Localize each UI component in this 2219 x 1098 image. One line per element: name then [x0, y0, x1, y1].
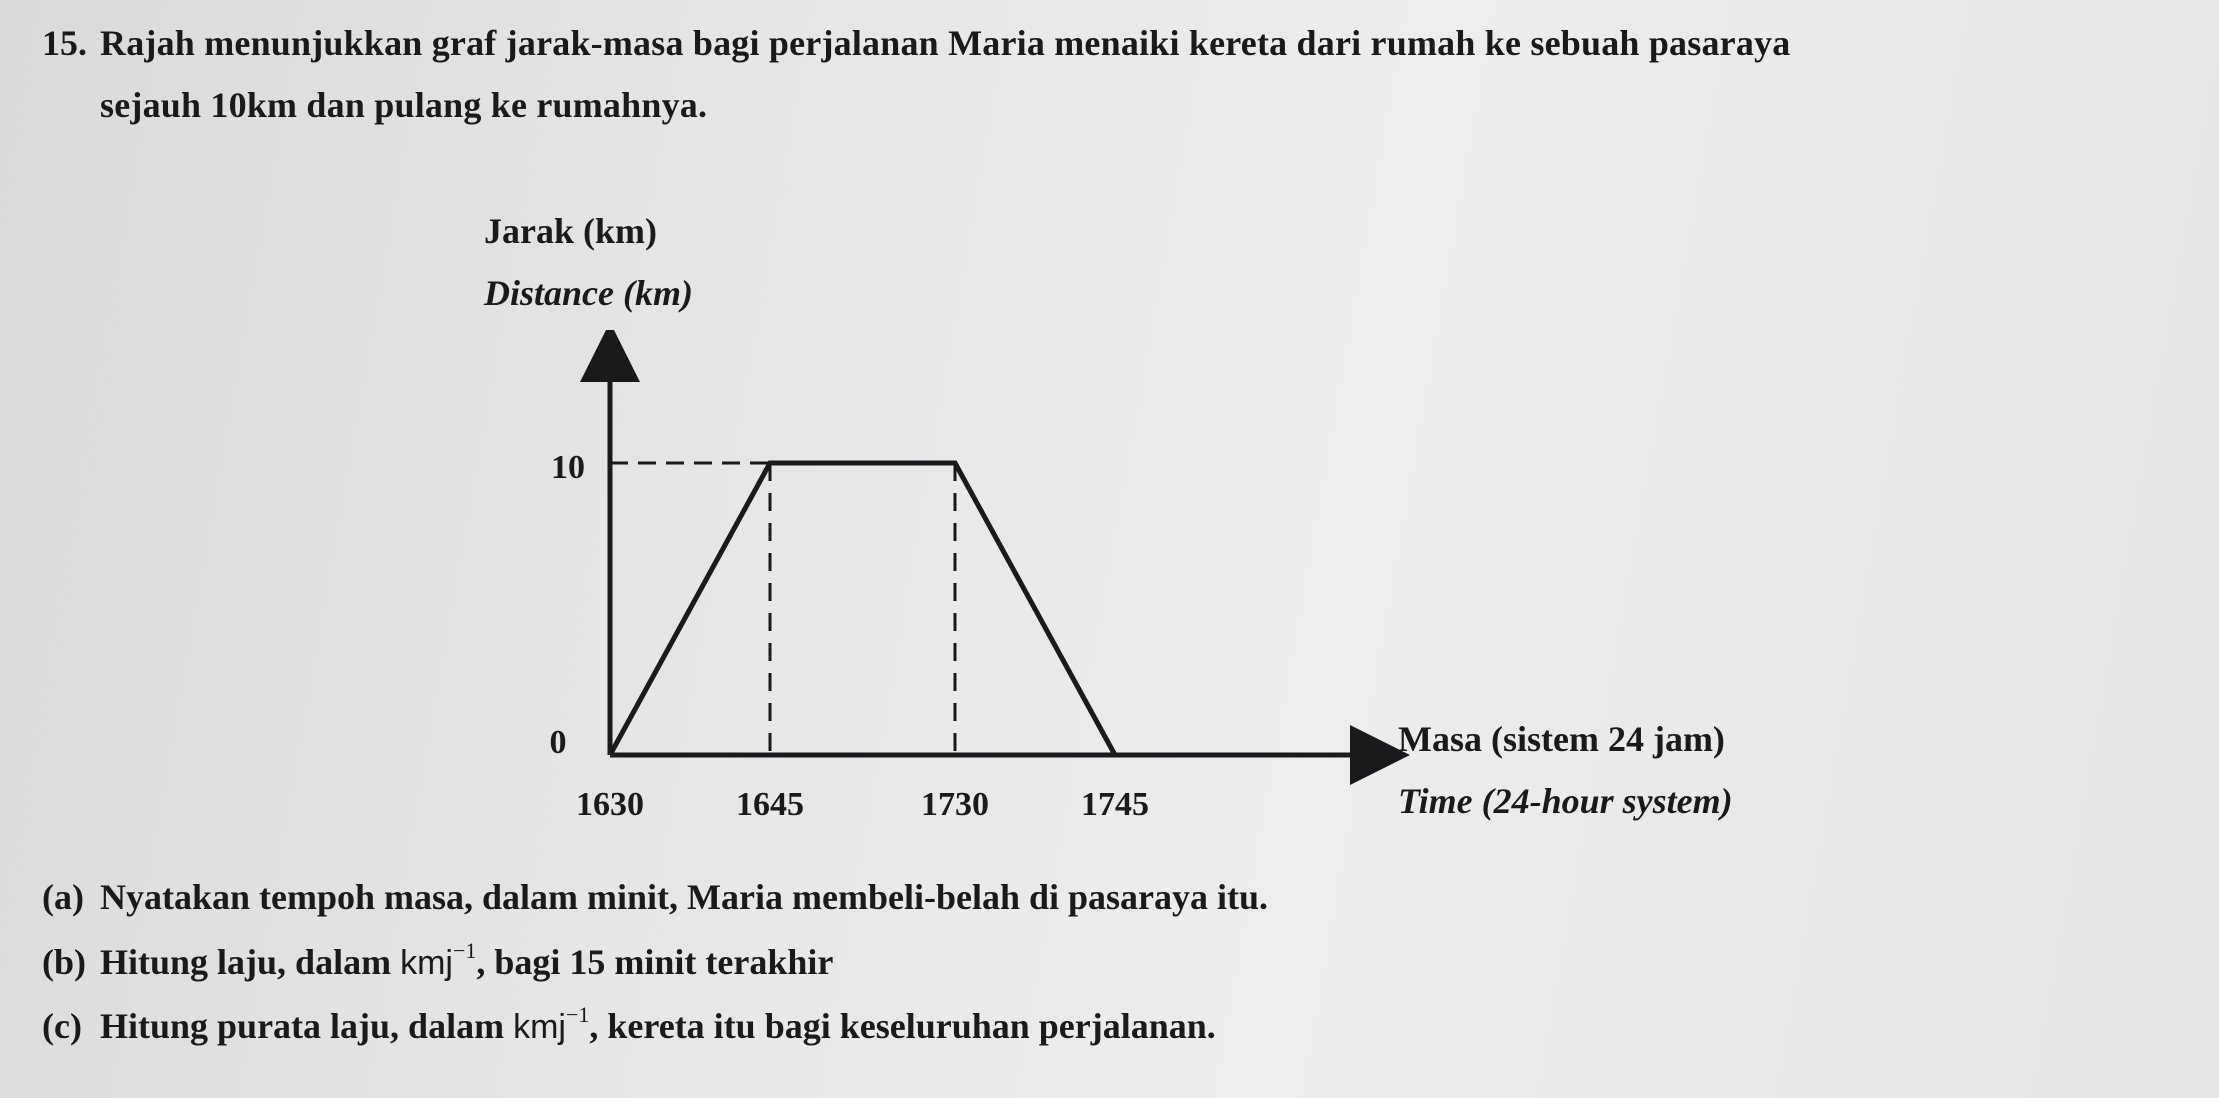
question-text-line-2: sejauh 10km dan pulang ke rumahnya.	[100, 85, 708, 125]
part-a-text: Nyatakan tempoh masa, dalam minit, Maria membeli-belah di pasaraya itu.	[100, 877, 1269, 917]
part-c-text-pre: Hitung purata laju, dalam	[100, 1006, 514, 1046]
part-b-unit-exponent: −1	[452, 938, 477, 963]
part-b-text-post: , bagi 15 minit terakhir	[476, 942, 834, 982]
x-tick-label-1630: 1630	[576, 786, 644, 823]
x-tick-label-1730: 1730	[921, 786, 989, 823]
question-number: 15.	[42, 23, 87, 63]
distance-series-line	[610, 463, 1115, 755]
part-b	[42, 938, 833, 983]
y-axis-label-english: Distance (km)	[484, 273, 693, 313]
y-tick-label-10: 10	[551, 449, 585, 486]
part-b-unit: kmj	[400, 944, 453, 982]
x-tick-label-1645: 1645	[736, 786, 804, 823]
y-tick-label-0: 0	[549, 724, 567, 761]
x-axis-label-malay: Masa (sistem 24 jam)	[1398, 719, 1725, 759]
question-text-line-1: Rajah menunjukkan graf jarak-masa bagi perjalanan Maria menaiki kereta dari rumah ke sebuah pasaraya	[100, 23, 1791, 63]
part-c-text-post: , kereta itu bagi keseluruhan perjalanan.	[589, 1006, 1216, 1046]
part-c-letter: (c)	[42, 1006, 82, 1046]
part-b-text-pre: Hitung laju, dalam	[100, 942, 401, 982]
y-axis-label-malay: Jarak (km)	[484, 211, 657, 251]
part-a-letter: (a)	[42, 877, 84, 917]
distance-time-graph	[500, 330, 1500, 850]
x-tick-label-1745: 1745	[1081, 786, 1149, 823]
x-axis-label-english: Time (24-hour system)	[1398, 781, 1733, 821]
part-c-unit: kmj	[513, 1008, 566, 1046]
part-b-letter: (b)	[42, 942, 86, 982]
part-c	[42, 1002, 1216, 1047]
part-c-unit-exponent: −1	[565, 1002, 590, 1027]
part-a	[42, 876, 1268, 918]
